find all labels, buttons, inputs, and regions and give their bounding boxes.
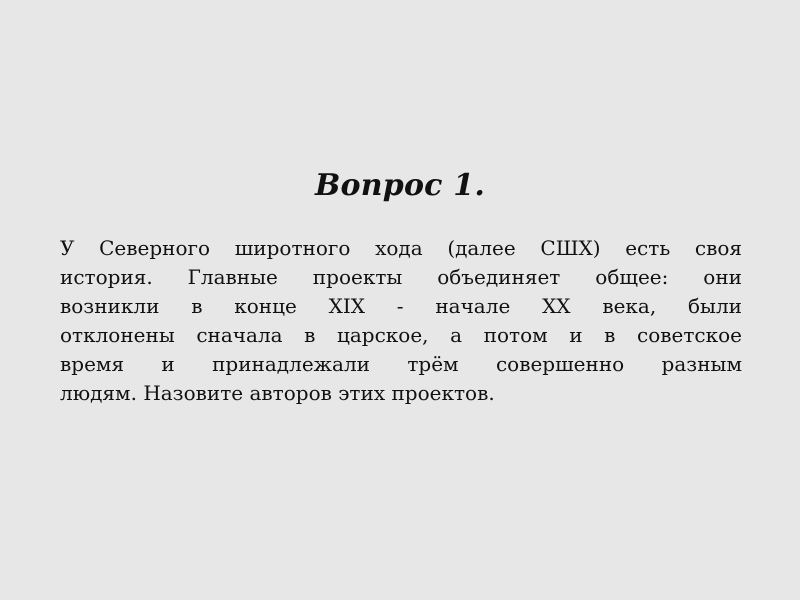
question-line: У Северного широтного хода (далее СШХ) есть своя (60, 236, 742, 260)
question-text (60, 234, 742, 408)
question-line: время и принадлежали трём совершенно разным (60, 352, 742, 376)
question-line: отклонены сначала в царское, а потом и в советское (60, 323, 742, 347)
question-line: людям. Назовите авторов этих проектов. (60, 381, 495, 405)
slide-title: Вопрос 1. (315, 168, 485, 203)
question-line: возникли в конце XIX - начале XX века, были (60, 294, 742, 318)
question-line: история. Главные проекты объединяет общее: они (60, 265, 742, 289)
